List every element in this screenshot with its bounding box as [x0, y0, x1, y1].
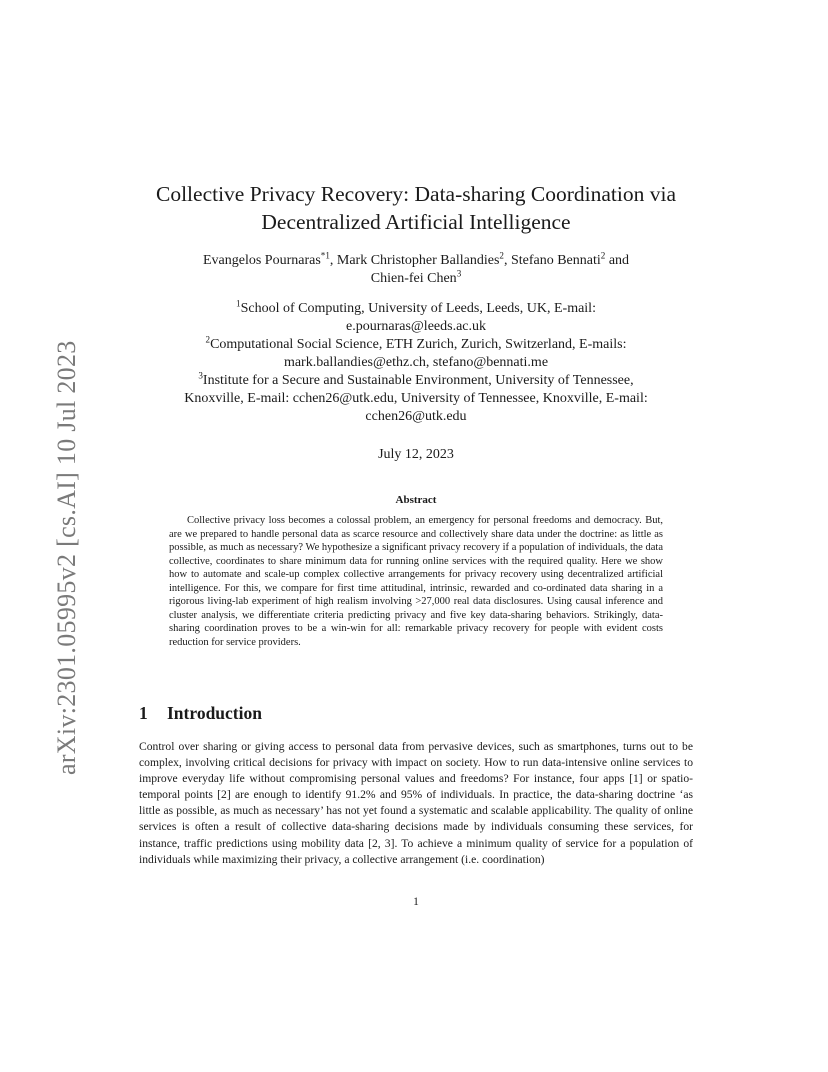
author-affil-mark: *1: [320, 250, 330, 261]
author-name: Chien-fei Chen: [370, 271, 457, 286]
section-number: 1: [139, 703, 148, 723]
author-list: Evangelos Pournaras$^{*1}$, Mark Christopher Ballandies$^2$, Stefano Bennati$^2$ and Chien-fei Chen$^3$: [202, 250, 630, 286]
author-name: Mark Christopher Ballandies: [336, 253, 500, 268]
author-name: Evangelos Pournaras: [202, 253, 321, 268]
affiliation-1-email: e.pournaras@leeds.ac.uk: [346, 319, 486, 334]
author-name: Stefano Bennati: [510, 253, 601, 268]
author-affil-mark: 2: [499, 250, 504, 261]
author-affil-mark: 2: [600, 250, 606, 261]
section-title: Introduction: [167, 703, 262, 723]
affiliation-list: [142, 300, 690, 426]
affiliation-1: $^1$School of Computing, University of Leeds, Leeds, UK, E-mail:: [236, 298, 596, 316]
title-line-2: Decentralized Artificial Intelligence: [261, 210, 571, 234]
affiliation-3-line-2: Knoxville, E-mail: cchen26@utk.edu, University of Tennessee, Knoxville, E-mail:: [184, 391, 648, 406]
abstract-heading: Abstract: [395, 494, 437, 506]
abstract-text: Collective privacy loss becomes a colossal problem, an emergency for personal freedoms and democracy. But, are we prepared to handle personal data as scarce resource and collectively share data under the doctrine: as little as possible, as much as necessary? We hypothesize a significant privacy recovery if a population of individuals, the data collective, coordinates to share minimum data for running online services with the required quality. Here we show how to automate and scale-up complex collective arrangements for privacy recovery using decentralized artificial intelligence. For this, we compare for first time attitudinal, intrinsic, rewarded and co-ordinated data sharing in a rigorous living-lab experiment of high realism involving >27,000 real data disclosures. Using causal inference and cluster analysis, we differentiate criteria predicting privacy and five key data-sharing behaviors. Strikingly, data-sharing coordination proves to be a win-win for all: remarkable privacy recovery for people with evident costs reduction for service providers.: [169, 515, 663, 648]
affiliation-3: $^3$Institute for a Secure and Sustainable Environment, University of Tennessee,: [198, 370, 634, 388]
arxiv-stamp: arXiv:2301.05995v2 [cs.AI] 10 Jul 2023: [52, 340, 81, 775]
author-affil-mark: 3: [456, 268, 462, 279]
affiliation-2: $^2$Computational Social Science, ETH Zurich, Zurich, Switzerland, E-mails:: [205, 334, 627, 352]
page-number: 1: [413, 896, 419, 908]
paper-date: July 12, 2023: [378, 447, 454, 462]
author-conjunction: and: [608, 253, 630, 268]
title-line-1: Collective Privacy Recovery: Data-sharing Coordination via: [155, 182, 677, 206]
affiliation-2-email: mark.ballandies@ethz.ch, stefano@bennati.me: [283, 355, 549, 370]
section-heading: [139, 703, 262, 724]
affiliation-3-email: cchen26@utk.edu: [365, 409, 467, 424]
paper-title: [142, 180, 690, 236]
intro-paragraph: Control over sharing or giving access to personal data from pervasive devices, such as smartphones, turns out to be complex, involving critical decisions for privacy with impact on society. How to run data-intensive online services to improve everyday life without compromising personal values and freedoms? For instance, four apps [1] or spatio-temporal points [2] are enough to identify 91.2% and 95% of individuals. In practice, the data-sharing doctrine ‘as little as possible, as much as necessary’ has not yet found a systematic and scalable applicability. The quality of online services is often a result of collective data-sharing decisions made by individuals consuming these services, for instance, traffic predictions using mobility data [2, 3]. To achieve a minimum quality of service for a population of individuals while maximizing their privacy, a collective arrangement (i.e. coordination): [139, 740, 693, 866]
